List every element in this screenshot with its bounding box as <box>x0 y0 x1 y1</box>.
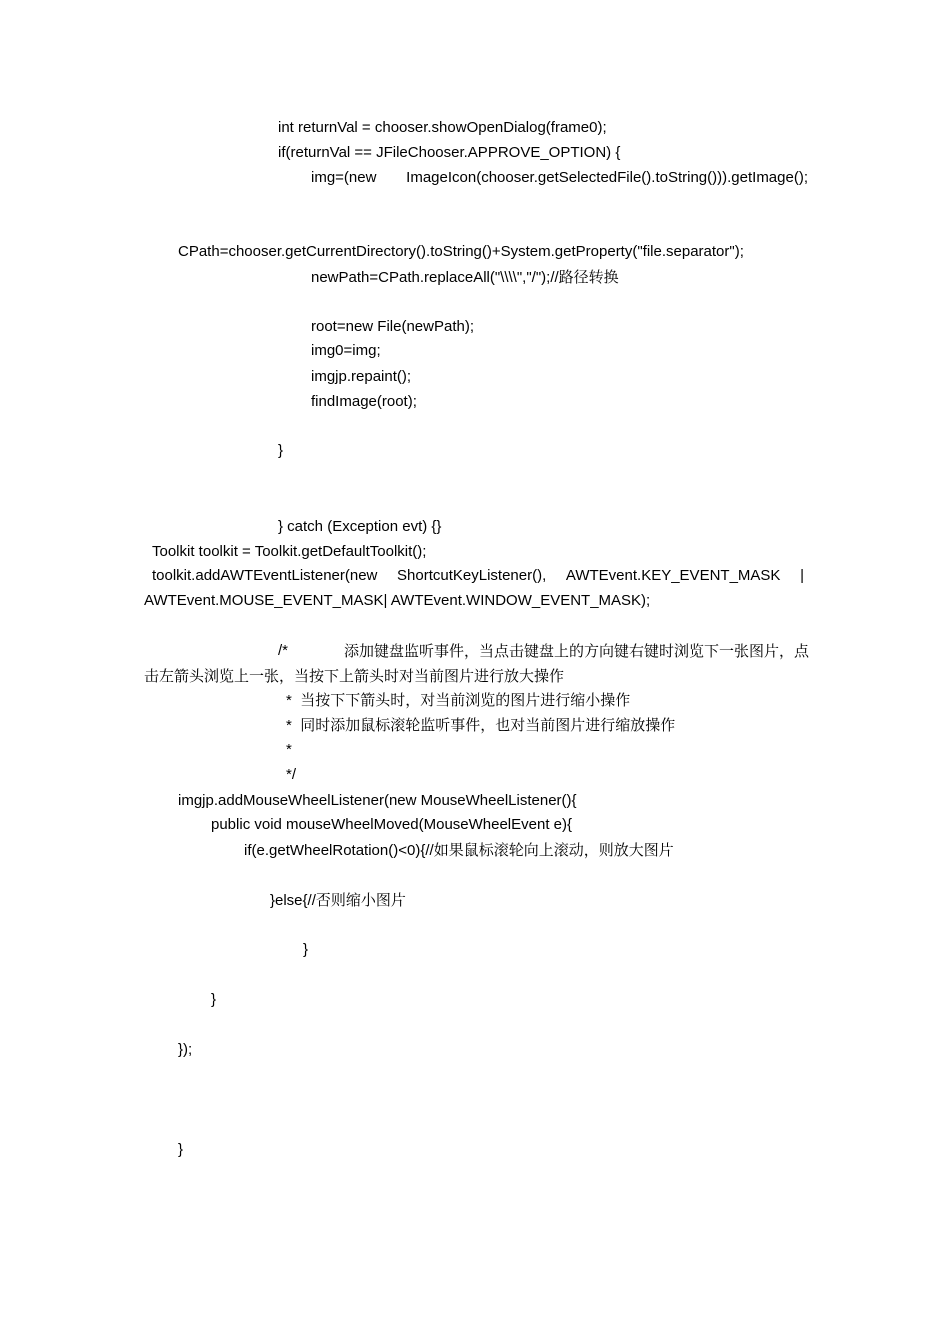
code-token: if(e.getWheelRotation()<0){// <box>244 842 434 859</box>
code-token: | <box>800 567 804 584</box>
comment-line-2: 击左箭头浏览上一张，当按下上箭头时对当前图片进行放大操作 <box>144 667 565 685</box>
code-line-wheel-listener: imgjp.addMouseWheelListener(new MouseWheelListener(){ <box>178 792 577 809</box>
code-token: toolkit.addAWTEventListener(new <box>152 567 378 584</box>
code-line-newpath <box>311 267 619 288</box>
code-line-toolkit: Toolkit toolkit = Toolkit.getDefaultToolkit(); <box>152 543 427 560</box>
comment-line-4 <box>286 715 675 736</box>
code-token: /* <box>278 642 289 659</box>
comment-line-1 <box>278 641 809 661</box>
code-line-wheel-moved: public void mouseWheelMoved(MouseWheelEvent e){ <box>211 816 573 833</box>
code-line-brace-method: } <box>211 991 217 1008</box>
code-line-img-assign <box>311 168 808 188</box>
code-comment: 添加键盘监听事件，当点击键盘上的方向键右键时浏览下一张图片，点 <box>343 642 809 660</box>
code-comment: 路径转换 <box>558 268 619 286</box>
comment-line-6: */ <box>286 766 297 783</box>
code-line-event-masks: AWTEvent.MOUSE_EVENT_MASK| AWTEvent.WINDOW_EVENT_MASK); <box>144 592 651 609</box>
code-token: * <box>286 717 292 734</box>
code-comment: 否则缩小图片 <box>315 891 406 909</box>
code-line-brace-listener: }); <box>178 1041 193 1058</box>
code-token: }else{// <box>270 892 316 909</box>
code-line-add-listener <box>152 566 804 586</box>
code-line-root: root=new File(newPath); <box>311 318 474 335</box>
code-line-catch: } catch (Exception evt) {} <box>278 518 442 535</box>
comment-line-3 <box>286 690 630 711</box>
code-token: AWTEvent.KEY_EVENT_MASK <box>565 567 781 584</box>
code-line-close-brace: } <box>278 442 284 459</box>
comment-line-5: * <box>286 741 292 758</box>
code-comment: 当按下下箭头时，对当前浏览的图片进行缩小操作 <box>300 691 631 709</box>
code-line-cpath: CPath=chooser.getCurrentDirectory().toString()+System.getProperty("file.separator"); <box>178 243 744 260</box>
code-token: newPath=CPath.replaceAll("\\\\","/");// <box>311 269 559 286</box>
code-line-img0: img0=img; <box>311 342 381 359</box>
code-token: * <box>286 692 292 709</box>
code-comment: 同时添加鼠标滚轮监听事件，也对当前图片进行缩放操作 <box>300 716 676 734</box>
code-line-findimage: findImage(root); <box>311 393 417 410</box>
code-token: ShortcutKeyListener(), <box>397 567 547 584</box>
code-line-if-rotation <box>244 840 674 861</box>
code-line-brace-final: } <box>178 1141 184 1158</box>
code-line-if-approve: if(returnVal == JFileChooser.APPROVE_OPTION) { <box>278 144 621 161</box>
code-token: ImageIcon(chooser.getSelectedFile().toString())).getImage(); <box>406 169 808 186</box>
code-line-return-val: int returnVal = chooser.showOpenDialog(frame0); <box>278 119 607 136</box>
code-comment: 如果鼠标滚轮向上滚动，则放大图片 <box>433 841 674 859</box>
code-token: img=(new <box>311 169 377 186</box>
code-line-repaint: imgjp.repaint(); <box>311 368 412 385</box>
code-line-else <box>270 890 406 911</box>
code-line-brace-else: } <box>303 941 309 958</box>
